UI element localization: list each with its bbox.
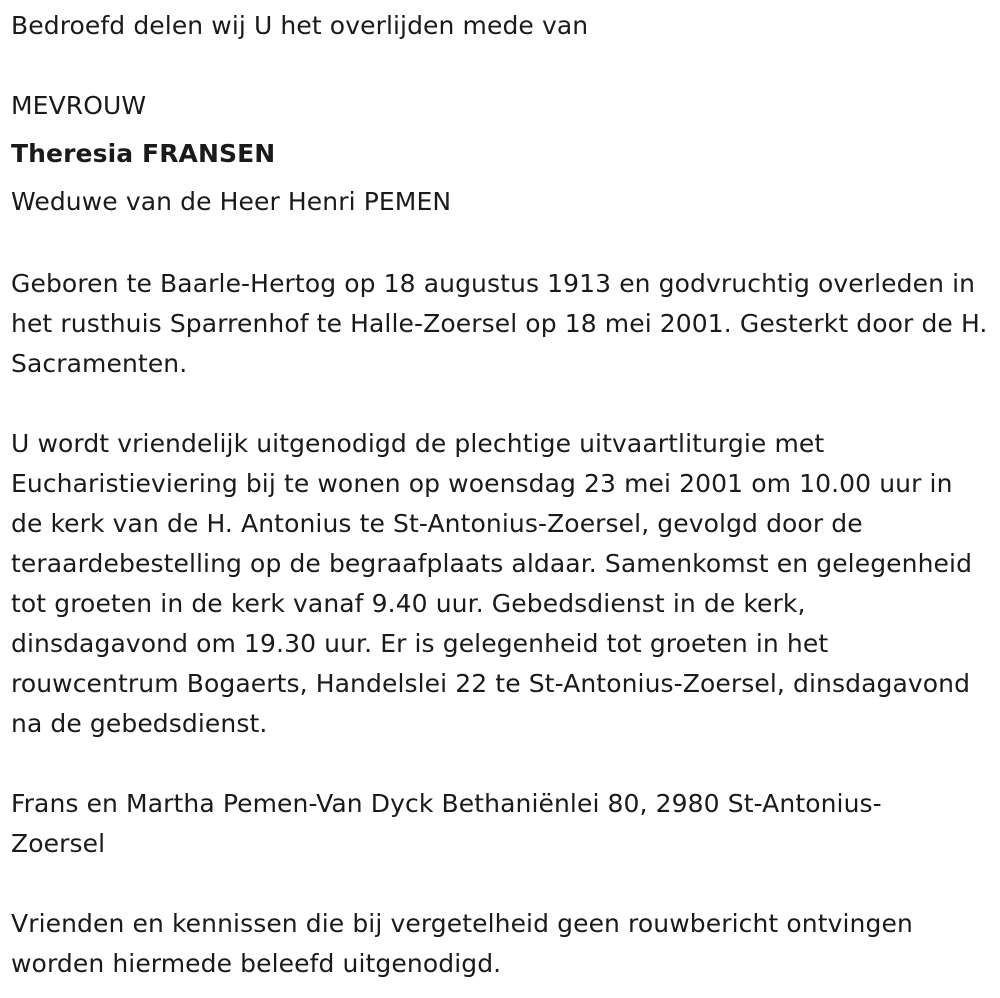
invitation-paragraph: U wordt vriendelijk uitgenodigd de plechtige uitvaartliturgie met Eucharistieviering bij te wonen op woensdag 23 mei 2001 om 10.00 uur in de kerk van de H. Antonius te St-Antonius-Zoersel, gevolgd door de teraardebestelling op de begraafplaats aldaar. Samenkomst en gelegenheid tot groeten in de kerk vanaf 9.40 uur. Gebedsdienst in de kerk, dinsdagavond om 19.30 uur. Er is gelegenheid tot groeten in het rouwcentrum Bogaerts, Handelslei 22 te St-Antonius-Zoersel, dinsdagavond na de gebedsdienst. [11,429,973,738]
deceased-title: MEVROUW [11,91,147,120]
intro-text: Bedroefd delen wij U het overlijden mede van [11,11,589,40]
widow-line: Weduwe van de Heer Henri PEMEN [11,187,452,216]
birth-death-paragraph: Geboren te Baarle-Hertog op 18 augustus 1913 en godvruchtig overleden in het rusthuis Sparrenhof te Halle-Zoersel op 18 mei 2001. Gesterkt door de H. Sacramenten. [11,269,988,378]
deceased-name: Theresia FRANSEN [11,139,276,168]
family-address: Frans en Martha Pemen-Van Dyck Bethaniënlei 80, 2980 St-Antonius-Zoersel [11,789,882,858]
friends-note: Vrienden en kennissen die bij vergetelheid geen rouwbericht ontvingen worden hiermede beleefd uitgenodigd. [11,909,913,978]
